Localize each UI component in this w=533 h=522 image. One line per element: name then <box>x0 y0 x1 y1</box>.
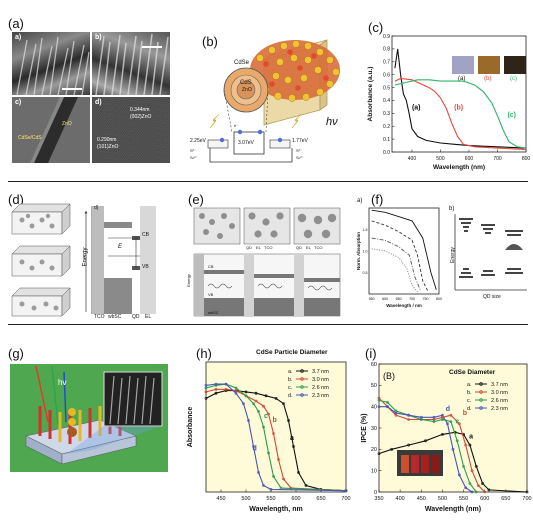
legend-i-name: 2.6 nm <box>491 398 508 404</box>
legend-h-marker: c. <box>288 385 293 391</box>
label-g-hv: hv <box>58 378 67 387</box>
label-d-el: EL <box>145 314 152 320</box>
legend-h-name: 3.0 nm <box>312 377 329 383</box>
series-line-0 <box>372 221 429 292</box>
divider-bottom <box>8 324 528 325</box>
series-line-2 <box>372 249 418 292</box>
x-tick-label: 600 <box>382 297 389 301</box>
cube-row <box>194 208 340 244</box>
y-tick-label: 20 <box>370 447 377 454</box>
x-tick-label: 750 <box>422 297 429 301</box>
panel-h <box>180 326 355 522</box>
legend-i-marker: a. <box>467 382 472 388</box>
legend-i-name: 2.3 nm <box>491 406 508 412</box>
series-label: (a) <box>411 104 421 112</box>
tem-image-bottom-left <box>12 97 90 163</box>
label-e-cb: CB <box>208 264 214 269</box>
label-d-wbsc: wbSC <box>108 314 122 320</box>
panel-e <box>178 182 353 322</box>
x-tick-label: 400 <box>407 156 417 162</box>
vial-4 <box>431 455 439 473</box>
series-label: (c) <box>507 112 517 120</box>
label-s2-right: S²⁻ <box>296 148 303 153</box>
annotation-cdse-cds: CdSe/CdS <box>18 135 42 141</box>
inset-swatches <box>452 56 528 88</box>
label-e-qd-2: QD <box>296 245 302 250</box>
swatch-c <box>504 56 526 74</box>
y-tick-label: 1.5 <box>362 227 368 232</box>
series-label: d <box>252 445 257 453</box>
scale-bar <box>62 88 82 90</box>
panel-b <box>180 0 360 170</box>
label-f-a: a) <box>357 198 363 204</box>
annotation-plane-2: (101)ZnO <box>97 144 119 150</box>
label-hv: hν <box>326 116 338 128</box>
y-tick-label: 10 <box>370 468 377 475</box>
sem-image-top-right <box>92 32 170 95</box>
annotation-zno: ZnO <box>62 121 72 127</box>
series-label: c <box>264 412 268 420</box>
label-f-b: b) <box>449 206 455 212</box>
panel-f-label: (f) <box>371 192 384 207</box>
label-e-tco-2: TCO <box>314 245 323 250</box>
annotation-lattice-2: 0.290nm <box>97 137 117 143</box>
label-f-energy: Energy <box>449 247 456 263</box>
y-axis-label: Absorbance <box>187 406 194 448</box>
nanowire-texture <box>92 32 170 95</box>
series-line-1 <box>395 79 526 150</box>
label-d-energy: Energy <box>82 247 89 267</box>
label-cds: CdS <box>240 80 252 86</box>
legend-h-name: 2.6 nm <box>312 385 329 391</box>
label-e-vb: VB <box>208 292 214 297</box>
x-tick-label: 500 <box>241 496 251 502</box>
x-tick-label: 700 <box>493 156 502 162</box>
annotation-plane-1: (002)ZnO <box>130 114 152 120</box>
x-tick-label: 650 <box>395 297 402 301</box>
vial-1 <box>401 455 409 473</box>
swatch-b <box>478 56 500 74</box>
sub-label-a: a) <box>15 34 22 41</box>
x-tick-label: 800 <box>436 297 442 301</box>
x-axis-label: Wavelength, nm <box>249 506 303 513</box>
label-e-wbsc: wbSC <box>208 310 219 315</box>
tem-nanowire <box>12 97 90 163</box>
swatch-label-c: (c) <box>510 76 517 82</box>
cube-3 <box>12 288 70 316</box>
x-tick-label: 600 <box>480 496 490 502</box>
y-tick-label: 0.6 <box>383 72 390 79</box>
label-f-qd-size: QD size <box>483 294 501 300</box>
y-tick-label: 0.0 <box>383 149 390 156</box>
label-s2: S²⁻ <box>190 148 197 153</box>
label-e-energy: Energy <box>185 274 191 287</box>
vial-2 <box>411 455 419 473</box>
panel-h-label: (h) <box>196 346 212 361</box>
chart-i <box>357 326 533 522</box>
panel-b-label: (b) <box>202 34 218 49</box>
series-label: c <box>455 418 460 426</box>
x-tick-label: 650 <box>501 496 511 502</box>
y-tick-label: 40 <box>370 404 377 411</box>
x-tick-label: 600 <box>464 156 474 162</box>
x-tick-label: 350 <box>374 496 384 502</box>
x-tick-label: 450 <box>416 496 426 502</box>
x-tick-label: 650 <box>316 496 326 502</box>
label-d-e: E <box>118 244 123 250</box>
label-d-qd: QD <box>132 314 140 320</box>
x-tick-label: 600 <box>291 496 301 502</box>
x-tick-label: 700 <box>522 496 532 502</box>
x-tick-label: 400 <box>395 496 405 502</box>
x-tick-label: 450 <box>216 496 226 502</box>
y-tick-label: 0 <box>373 489 377 496</box>
electrode-schematic <box>0 326 180 522</box>
x-axis-label: Wavelength (nm) <box>424 506 482 513</box>
panel-i-label: (i) <box>365 346 377 361</box>
x-tick-label: 700 <box>409 297 416 301</box>
x-tick-label: 550 <box>368 297 375 301</box>
x-tick-label: 800 <box>521 156 531 162</box>
series-label: b <box>462 410 468 418</box>
energy-levels-diagram <box>451 210 531 320</box>
legend-h-marker: d. <box>288 393 293 399</box>
label-e-el-2: EL <box>306 245 311 250</box>
label-cdse: CdSe <box>234 60 250 66</box>
panel-g-label: (g) <box>8 346 24 361</box>
series-label: a <box>469 433 473 441</box>
panel-c-label: (c) <box>368 20 384 35</box>
panel-a <box>0 0 175 170</box>
panel-a-label: (a) <box>8 16 24 31</box>
label-electron: e⁻ <box>234 123 239 128</box>
series-line-1 <box>372 238 421 290</box>
label-sn2-right: Sₙ²⁻ <box>296 155 304 160</box>
swatch-label-b: (b) <box>484 76 492 82</box>
label-bandgap-cdse: 1.77eV <box>292 138 308 144</box>
cube-2 <box>12 246 70 276</box>
label-i-b: (B) <box>383 371 395 381</box>
x-tick-label: 500 <box>437 496 448 502</box>
y-tick-label: 0.5 <box>383 85 390 92</box>
y-tick-label: 60 <box>370 361 377 368</box>
label-e-qd-1: QD <box>246 245 252 250</box>
x-tick-label: 550 <box>266 496 276 502</box>
legend-i-name: 3.7 nm <box>491 382 508 388</box>
panel-e-label: (e) <box>188 192 204 207</box>
scale-bar <box>142 46 162 48</box>
legend-i-title: CdSe Diameter <box>449 369 496 376</box>
x-axis-label: Wavelength (nm) <box>432 164 486 171</box>
label-sn2: Sₙ²⁻ <box>190 155 198 160</box>
inset-vials <box>397 450 443 476</box>
legend-i-marker: d. <box>467 406 472 412</box>
hrtem-image-bottom-right <box>92 97 170 163</box>
x-axis-label: Wavelength / nm <box>386 303 422 308</box>
vial-3 <box>421 455 429 473</box>
swatch-a <box>452 56 474 74</box>
y-tick-label: 0.5 <box>362 270 368 275</box>
sub-label-c: c) <box>15 99 22 106</box>
series-line-3 <box>372 210 437 290</box>
y-tick-label: 0.2 <box>383 124 390 131</box>
panel-d <box>0 182 175 322</box>
y-axis-label: Norm. Absorption <box>356 231 361 271</box>
y-tick-label: 0.3 <box>383 111 390 118</box>
annotation-lattice-1: 0.344nm <box>130 107 150 113</box>
legend-h-marker: b. <box>288 377 293 383</box>
bands-e <box>194 254 340 316</box>
band-diagram-d <box>86 206 156 314</box>
y-axis-label: Absorbance (a.u.) <box>367 66 374 122</box>
legend-h-marker: a. <box>288 369 293 375</box>
y-axis-label: IPCE (%) <box>361 413 368 443</box>
label-bandgap-cds: 2.25eV <box>190 138 206 144</box>
x-tick-label: 700 <box>341 496 351 502</box>
series-line-2 <box>395 80 526 148</box>
label-d-tco: TCO <box>94 314 105 320</box>
panel-c <box>360 0 533 175</box>
legend-h-name: 2.3 nm <box>312 393 329 399</box>
sub-label-b: b) <box>95 34 102 41</box>
y-tick-label: 0.7 <box>383 59 390 66</box>
y-tick-label: 0.4 <box>383 98 390 105</box>
y-tick-label: 1.0 <box>362 249 368 254</box>
x-tick-label: 500 <box>436 156 445 162</box>
legend-i-marker: c. <box>467 398 472 404</box>
y-tick-label: 0.9 <box>383 33 390 40</box>
schematic-e <box>178 182 353 322</box>
panel-i <box>357 326 533 522</box>
chart-f <box>355 182 445 322</box>
label-e-tco-1: TCO <box>264 245 273 250</box>
y-tick-label: 0.1 <box>383 136 390 143</box>
legend-i-marker: b. <box>467 390 472 396</box>
label-zno: ZnO <box>242 87 252 93</box>
panel-f <box>355 182 533 322</box>
label-bandgap-zno: 3.07eV <box>238 140 254 146</box>
sub-label-d: d) <box>95 99 102 106</box>
panel-d-label: (d) <box>8 192 24 207</box>
label-e-el-1: EL <box>256 245 261 250</box>
series-label: b <box>272 416 277 424</box>
legend-h-name: 3.7 nm <box>312 369 329 375</box>
sem-image-top-left <box>12 32 90 95</box>
panel-g <box>0 326 180 522</box>
series-label: a <box>290 435 294 442</box>
y-tick-label: 30 <box>370 425 377 432</box>
y-tick-label: 50 <box>370 383 377 390</box>
cube-1 <box>12 204 70 234</box>
series-label: d <box>445 405 451 413</box>
y-tick-label: 0.8 <box>383 46 390 53</box>
swatch-label-a: (a) <box>458 76 466 82</box>
label-d-vb: VB <box>142 264 149 270</box>
label-d-sub: d) <box>94 205 99 211</box>
legend-h-title: CdSe Particle Diameter <box>256 349 328 356</box>
legend-i-name: 3.0 nm <box>491 390 508 396</box>
x-tick-label: 550 <box>458 496 469 502</box>
series-label: (b) <box>454 104 464 112</box>
label-d-cb: CB <box>142 232 149 238</box>
nanowire-texture <box>12 32 90 95</box>
schematic-b <box>180 0 360 170</box>
